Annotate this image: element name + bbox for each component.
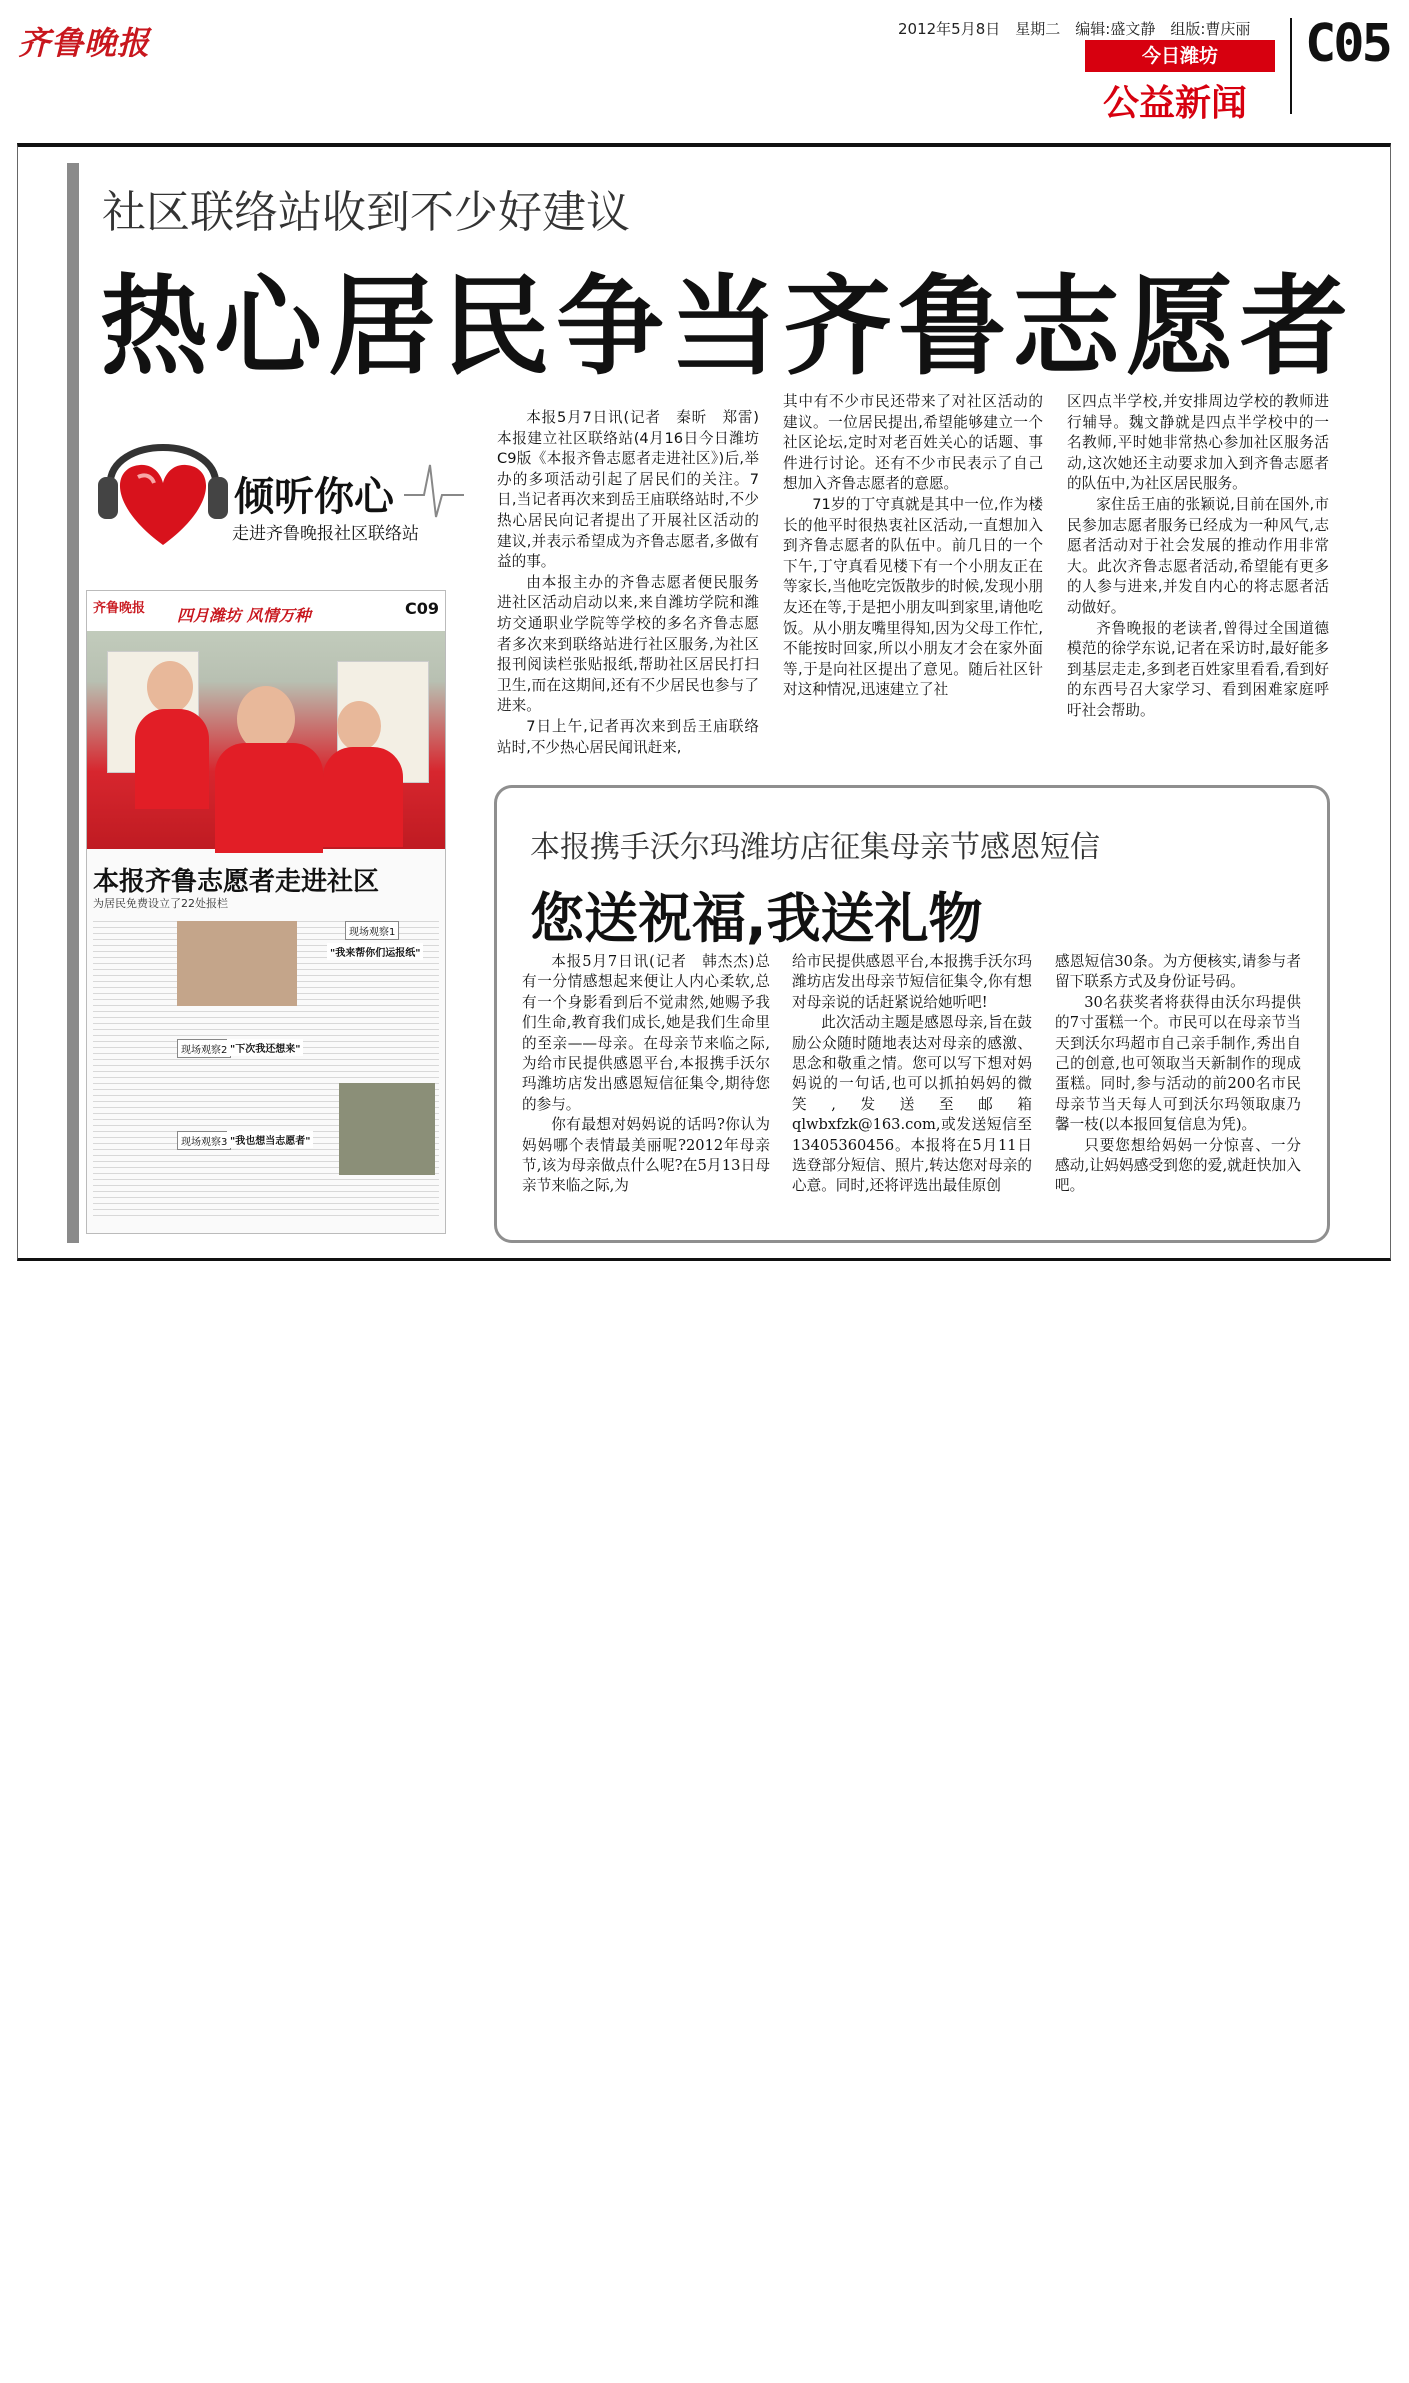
clipping-caption: 为居民免费设立了22处报栏 bbox=[93, 897, 228, 910]
column-logo-subtitle: 走进齐鲁晚报社区联络站 bbox=[232, 524, 419, 544]
paragraph: 71岁的丁守真就是其中一位,作为楼长的他平时很热衷社区活动,一直想加入到齐鲁志愿者的队伍中。前几日的一个下午,丁守真看见楼下有一个小朋友正在等家长,当他吃完饭散步的时候,发现小朋友还在等,于是把小朋友叫到家里,请他吃饭。从小朋友嘴里得知,因为父母工作忙,不能按时回家,所以小朋友才会在家外面等,于是向社区提出了意见。随后社区针对这种情况,迅速建立了社 bbox=[783, 495, 1043, 699]
sub-article-headline: 您送祝福,我送礼物 bbox=[530, 887, 983, 950]
clipping-quote: "下次我还想来" bbox=[227, 1039, 303, 1056]
clipping-quote: "我来帮你们运报纸" bbox=[327, 943, 423, 960]
clipping-photo-small bbox=[177, 921, 297, 1006]
paragraph: 30名获奖者将获得由沃尔玛提供的7寸蛋糕一个。市民可以在母亲节当天到沃尔玛超市自己亲手制作,秀出自己的创意,也可领取当天新制作的现成蛋糕。同时,参与活动的前200名市民母亲节当天每人可到沃尔玛领取康乃馨一枝(以本报回复信息为凭)。 bbox=[1055, 993, 1301, 1134]
paragraph: 给市民提供感恩平台,本报携手沃尔玛潍坊店发出母亲节短信征集令,你有想对母亲说的话赶紧说给她听吧! bbox=[792, 953, 1032, 1011]
clipping-logo: 齐鲁晚报 bbox=[93, 601, 146, 616]
clipping-box: 现场观察2 bbox=[177, 1039, 231, 1058]
column-logo-title: 倾听你心 bbox=[234, 474, 394, 520]
newspaper-logo: 齐鲁晚报 bbox=[18, 24, 151, 62]
article-headline: 热心居民争当齐鲁志愿者 bbox=[100, 265, 1355, 390]
paragraph: 此次活动主题是感恩母亲,旨在鼓励公众随时随地表达对母亲的感激、思念和敬重之情。您可以写下想对妈妈说的一句话,也可以抓拍妈妈的微笑,发送至邮箱qlwbxfzk@163.com,或发送短信至13405360456。本报将在5月11日选登部分短信、照片,转达您对母亲的心意。同时,还将评选出最佳原创 bbox=[792, 1014, 1032, 1195]
pulse-line-icon bbox=[404, 455, 464, 525]
headline-accent-bar bbox=[67, 163, 79, 1243]
clipping-masthead bbox=[87, 591, 445, 631]
paragraph: 感恩短信30条。为方便核实,请参与者留下联系方式及身份证号码。 bbox=[1055, 953, 1301, 991]
column-logo bbox=[84, 405, 454, 565]
headphone-heart-icon bbox=[88, 405, 238, 555]
clipping-title: 本报齐鲁志愿者走进社区 bbox=[93, 867, 380, 897]
article-column-2 bbox=[783, 392, 1043, 701]
section-title: 公益新闻 bbox=[1103, 83, 1248, 124]
paragraph: 你有最想对妈妈说的话吗?你认为妈妈哪个表情最美丽呢?2012年母亲节,该为母亲做点什么呢?在5月13日母亲节来临之际,为 bbox=[522, 1116, 770, 1195]
clipping-box: 现场观察3 bbox=[177, 1131, 231, 1150]
article-column-1 bbox=[497, 408, 759, 758]
clipping-page-number: C09 bbox=[404, 599, 439, 618]
paragraph: 由本报主办的齐鲁志愿者便民服务进社区活动启动以来,来自潍坊学院和潍坊交通职业学院等学校的多名齐鲁志愿者多次来到联络站进行社区服务,为社区报刊阅读栏张贴报纸,帮助社区居民打扫卫生,而在这期间,还有不少居民也参与了进来。 bbox=[497, 573, 759, 715]
paragraph: 本报5月7日讯(记者 秦昕 郑雷)本报建立社区联络站(4月16日今日潍坊C9版《本报齐鲁志愿者走进社区》)后,举办的多项活动引起了居民们的关注。7日,当记者再次来到岳王庙联络站时,不少热心居民向记者提出了开展社区活动的建议,并表示希望成为齐鲁志愿者,多做有益的事。 bbox=[497, 409, 759, 571]
page-number: C05 bbox=[1305, 14, 1390, 74]
article-column-3 bbox=[1067, 392, 1329, 722]
sub-article-column-1 bbox=[522, 952, 770, 1197]
paragraph: 7日上午,记者再次来到岳王庙联络站时,不少热心居民闻讯赶来, bbox=[497, 717, 759, 756]
paragraph: 本报5月7日讯(记者 韩杰杰)总有一分情感想起来便让人内心柔软,总有一个身影看到后不觉肃然,她赐予我们生命,教育我们成长,她是我们生命里的至亲——母亲。在母亲节来临之际,为给市民提供感恩平台,本报携手沃尔玛潍坊店发出感恩短信征集令,期待您的参与。 bbox=[522, 953, 770, 1113]
paragraph: 齐鲁晚报的老读者,曾得过全国道德模范的徐学东说,记者在采访时,最好能多到基层走走,多到老百姓家里看看,看到好的东西号召大家学习、看到困难家庭呼吁社会帮助。 bbox=[1067, 619, 1329, 719]
dateline: 2012年5月8日 星期二 编辑:盛文静 组版:曹庆丽 bbox=[898, 20, 1251, 38]
clipping-box: 现场观察1 bbox=[345, 921, 399, 940]
paragraph: 区四点半学校,并安排周边学校的教师进行辅导。魏文静就是四点半学校中的一名教师,平时她非常热心参加社区服务活动,这次她还主动要求加入到齐鲁志愿者的队伍中,为社区居民服务。 bbox=[1067, 393, 1329, 493]
clipping-thumbnail bbox=[86, 590, 446, 1234]
clipping-photo-small bbox=[339, 1083, 435, 1175]
clipping-banner: 四月潍坊 风情万种 bbox=[177, 606, 311, 625]
article-subhead: 社区联络站收到不少好建议 bbox=[102, 187, 630, 238]
paragraph: 只要您想给妈妈一分惊喜、一分感动,让妈妈感受到您的爱,就赶快加入吧。 bbox=[1055, 1136, 1301, 1195]
masthead-divider bbox=[1290, 18, 1292, 114]
sub-article-column-2 bbox=[792, 952, 1032, 1197]
sub-article-kicker: 本报携手沃尔玛潍坊店征集母亲节感恩短信 bbox=[530, 830, 1100, 865]
paragraph: 其中有不少市民还带来了对社区活动的建议。一位居民提出,希望能够建立一个社区论坛,定时对老百姓关心的话题、事件进行讨论。还有不少市民表示了自己想加入齐鲁志愿者的意愿。 bbox=[783, 393, 1043, 493]
clipping-quote: "我也想当志愿者" bbox=[227, 1131, 313, 1148]
section-tag: 今日潍坊 bbox=[1085, 40, 1275, 72]
sub-article-column-3 bbox=[1055, 952, 1301, 1197]
paragraph: 家住岳王庙的张颖说,目前在国外,市民参加志愿者服务已经成为一种风气,志愿者活动对于社会发展的推动作用非常大。此次齐鲁志愿者活动,希望能有更多的人参与进来,并发自内心的将志愿者活动做好。 bbox=[1067, 495, 1329, 616]
